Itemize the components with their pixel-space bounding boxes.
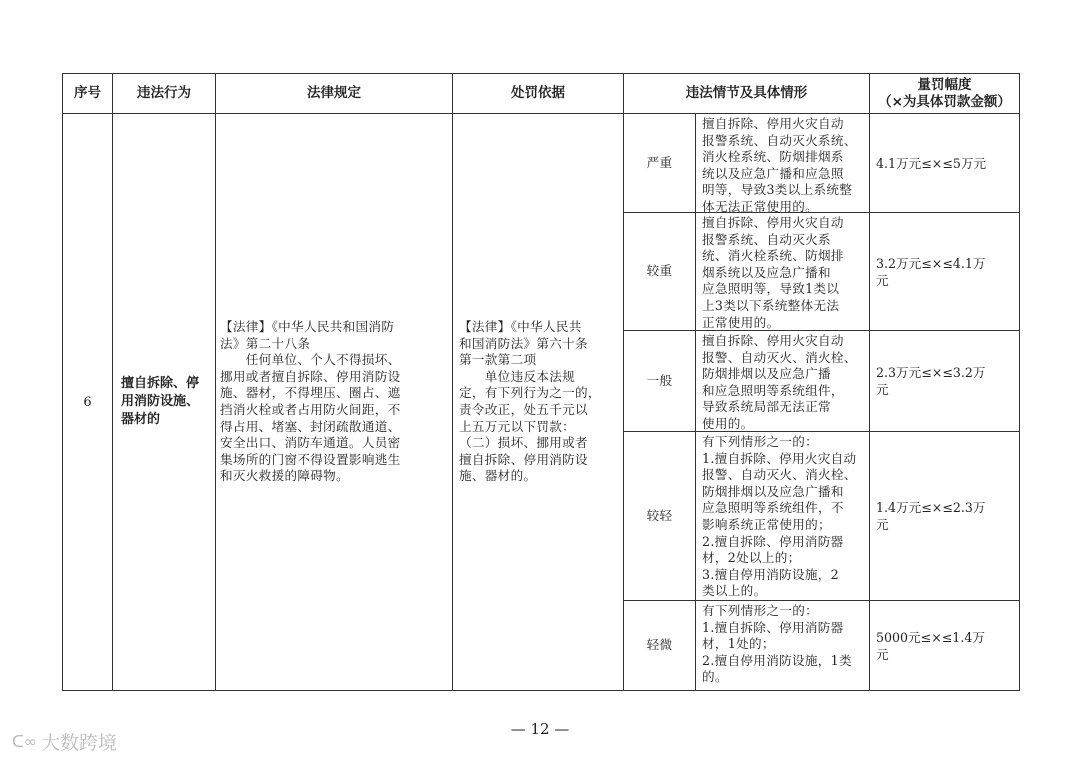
level-slight: 轻微: [623, 600, 696, 691]
penalty-basis: [452, 113, 624, 691]
header-circumstances: 违法情节及具体情形: [623, 73, 870, 114]
violation-behavior: 擅自拆除、停 用消防设施、 器材的: [112, 113, 216, 691]
header-penalty-range: 量罚幅度 （×为具体罚款金额）: [869, 73, 1020, 114]
law-provision: [215, 113, 453, 691]
level-minor-desc: 有下列情形之一的： 1.擅自拆除、停用火灾自动 报警、自动灭火、消火栓、 防烟排烟以及应急广播和 应急照明等系统组件，不 影响系统正常使用的； 2.擅自拆除、停用消防器 材，2处以上的； 3.擅自停用消防设施，2 类以上的。: [695, 431, 870, 601]
watermark-text: 大数跨境: [41, 732, 118, 754]
level-severe: 严重: [623, 113, 696, 213]
penalty-basis-text: 【法律】《中华人民共 和国消防法》第六十条 第一款第二项 单位违反本法规 定，有下列行为之一的， 责令改正，处五千元以 上五万元以下罚款： （二）损坏、挪用或者 擅自拆除、停用消防设 施、器材的。: [459, 319, 601, 484]
watermark: [12, 728, 117, 755]
header-basis: 处罚依据: [452, 73, 624, 114]
row-index: 6: [62, 113, 113, 691]
page-number: — 12 —: [510, 720, 570, 738]
header-index: 序号: [62, 73, 113, 114]
level-serious: 较重: [623, 212, 696, 331]
level-slight-amount: 5000元≤×≤1.4万 元: [869, 600, 1020, 691]
header-behavior: 违法行为: [112, 73, 216, 114]
level-general-amount: 2.3万元≤×≤3.2万 元: [869, 330, 1020, 432]
level-general: 一般: [623, 330, 696, 432]
level-serious-desc: 擅自拆除、停用火灾自动 报警系统、自动灭火系 统、消火栓系统、防烟排 烟系统以及应急广播和 应急照明等，导致1类以 上3类以下系统整体无法 正常使用的。: [695, 212, 870, 331]
level-minor-amount: 1.4万元≤×≤2.3万 元: [869, 431, 1020, 601]
level-minor: 较轻: [623, 431, 696, 601]
law-provision-text: 【法律】《中华人民共和国消防 法》第二十八条 任何单位、个人不得损坏、 挪用或者擅自拆除、停用消防设 施、器材，不得埋压、圈占、遮 挡消火栓或者占用防火间距，不 得占用、堵塞、封闭疏散通道、 安全出口、消防车通道。人员密 集场所的门窗不得设置影响逃生 和灭火救援的障碍物。: [220, 319, 401, 484]
header-law: 法律规定: [215, 73, 453, 114]
level-severe-amount: 4.1万元≤×≤5万元: [869, 113, 1020, 213]
level-serious-amount: 3.2万元≤×≤4.1万 元: [869, 212, 1020, 331]
watermark-logo-icon: ᑕ∞: [12, 732, 38, 751]
level-slight-desc: 有下列情形之一的： 1.擅自拆除、停用消防器 材，1处的； 2.擅自停用消防设施，1类 的。: [695, 600, 870, 691]
level-severe-desc: 擅自拆除、停用火灾自动 报警系统、自动灭火系统、 消火栓系统、防烟排烟系 统以及应急广播和应急照 明等，导致3类以上系统整 体无法正常使用的。: [695, 113, 870, 213]
level-general-desc: 擅自拆除、停用火灾自动 报警、自动灭火、消火栓、 防烟排烟以及应急广播 和应急照明等系统组件， 导致系统局部无法正常 使用的。: [695, 330, 870, 432]
